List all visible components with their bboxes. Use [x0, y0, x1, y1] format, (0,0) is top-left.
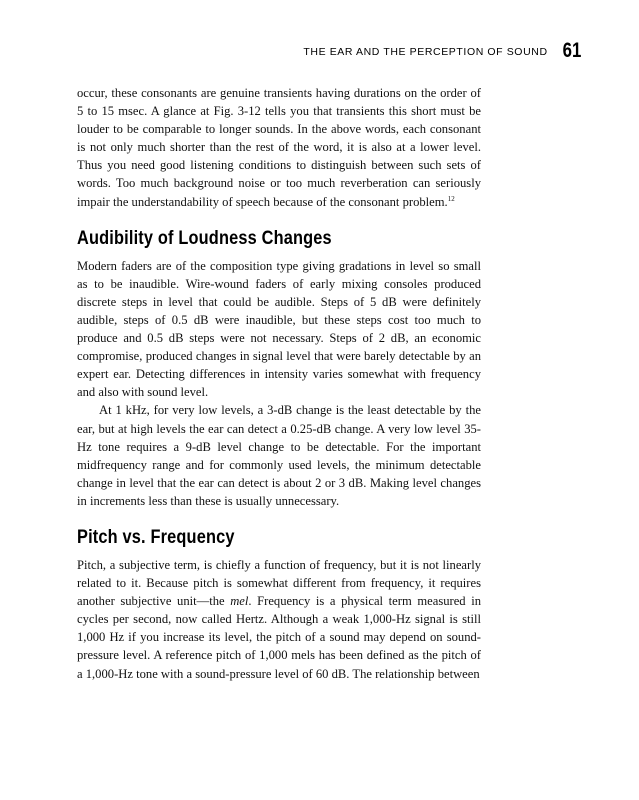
- section-heading-loudness: Audibility of Loudness Changes: [77, 227, 332, 249]
- running-title: THE EAR AND THE PERCEPTION OF SOUND: [303, 45, 548, 58]
- page-number: 61: [562, 39, 581, 62]
- page-body: [77, 84, 481, 683]
- pitch-paragraph-end: . Frequency is a physical term measured in cycles per second, now called Hertz. Although a weak 1,000-Hz signal is still 1,000 Hz if you increase its level, the pitch of a sound may depend on sound-pressure level. A reference pitch of 1,000 mels has been defined as the pitch of a 1,000-Hz tone with a sound-pressure level of 60 dB. The relationship between: [77, 594, 481, 681]
- intro-paragraph-text: occur, these consonants are genuine transients having durations on the order of 5 to 15 msec. A glance at Fig. 3-12 tells you that transients this short must be louder to be comparable to longer sounds. In the above words, each consonant is not only much shorter than the rest of the word, it is also at a lower level. Thus you need good listening conditions to distinguish between such sets of words. Too much background noise or too much reverberation can seriously impair the understandability of speech because of the consonant problem.: [77, 86, 481, 209]
- loudness-paragraph-2: At 1 kHz, for very low levels, a 3-dB change is the least detectable by the ear, but at high levels the ear can detect a 0.25-dB change. A very low level 35-Hz tone requires a 9-dB level change to be detectable. For the important midfrequency range and for commonly used levels, the minimum detectable change in level that the ear can detect is about 2 or 3 dB. Making level changes in increments less than these is usually unnecessary.: [77, 403, 481, 508]
- pitch-paragraph: [77, 556, 481, 683]
- loudness-paragraph-1: Modern faders are of the composition type giving gradations in level so small as to be inaudible. Wire-wound faders of early mixing consoles produced discrete steps in level that could be audible. Steps of 5 dB were definitely audible, steps of 0.5 dB were inaudible, but these steps cost too much to produce and 0.5 dB steps were not necessary. Steps of 2 dB, an economic compromise, produced changes in signal level that were barely detectable by an expert ear. Detecting differences in intensity varies somewhat with frequency and also with sound level.: [77, 258, 481, 400]
- running-header: [303, 40, 581, 61]
- intro-paragraph: [77, 84, 481, 211]
- section-heading-pitch: Pitch vs. Frequency: [77, 526, 235, 548]
- pitch-paragraph-start: Pitch, a subjective term, is chiefly a function of frequency, but it is not linearly related to it. Because pitch is somewhat different from frequency, it requires another subjective unit—the: [77, 557, 481, 609]
- pitch-term-mel: mel: [230, 594, 249, 609]
- footnote-reference: 12: [447, 194, 455, 203]
